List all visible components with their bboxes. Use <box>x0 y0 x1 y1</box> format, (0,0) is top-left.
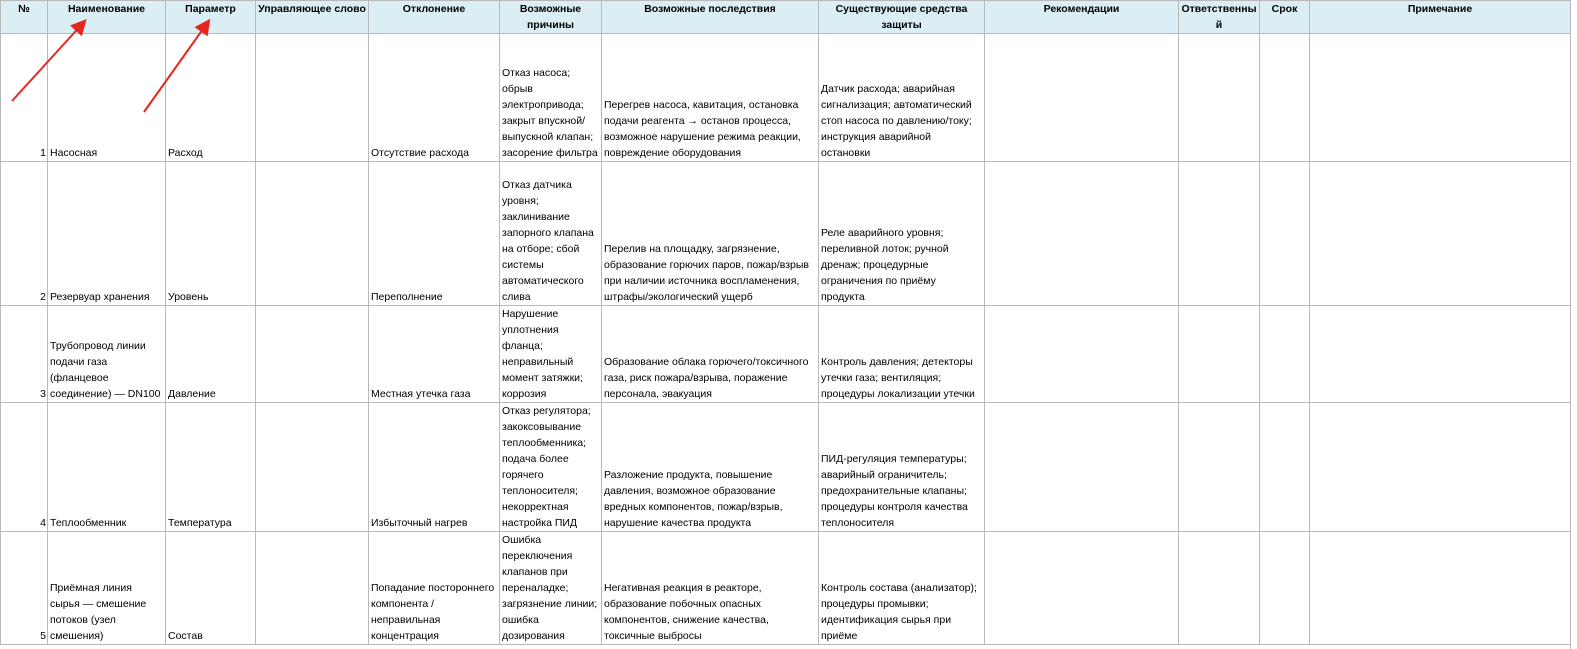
cell-causes[interactable]: Ошибка переключения клапанов при переналадке; загрязнение линии; ошибка дозирования <box>500 532 602 645</box>
header-word[interactable]: Управляющее слово <box>256 1 369 34</box>
cell-protection[interactable]: Датчик расхода; аварийная сигнализация; автоматический стоп насоса по давлению/току; инструкция аварийной остановки <box>819 34 985 162</box>
cell-param[interactable]: Давление <box>166 306 256 403</box>
cell-note[interactable] <box>1310 162 1571 306</box>
cell-name[interactable]: Насосная <box>48 34 166 162</box>
cell-deviation[interactable]: Переполнение <box>369 162 500 306</box>
header-recommendations[interactable]: Рекомендации <box>985 1 1179 34</box>
table-row <box>1 306 1571 403</box>
cell-param[interactable]: Состав <box>166 532 256 645</box>
cell-term[interactable] <box>1260 403 1310 532</box>
cell-responsible[interactable] <box>1179 306 1260 403</box>
cell-term[interactable] <box>1260 532 1310 645</box>
header-causes[interactable]: Возможные причины <box>500 1 602 34</box>
header-row <box>1 1 1571 34</box>
cell-protection[interactable]: Реле аварийного уровня; переливной лоток; ручной дренаж; процедурные ограничения по приёму продукта <box>819 162 985 306</box>
cell-name[interactable]: Теплообменник <box>48 403 166 532</box>
cell-num[interactable]: 4 <box>1 403 48 532</box>
cell-note[interactable] <box>1310 306 1571 403</box>
cell-protection[interactable]: ПИД-регуляция температуры; аварийный ограничитель; предохранительные клапаны; процедуры контроля качества теплоносителя <box>819 403 985 532</box>
cell-param[interactable]: Расход <box>166 34 256 162</box>
cell-responsible[interactable] <box>1179 34 1260 162</box>
cell-name[interactable]: Трубопровод линии подачи газа (фланцевое соединение) — DN100 <box>48 306 166 403</box>
cell-causes[interactable]: Нарушение уплотнения фланца; неправильный момент затяжки; коррозия <box>500 306 602 403</box>
header-term[interactable]: Срок <box>1260 1 1310 34</box>
table-row <box>1 403 1571 532</box>
cell-causes[interactable]: Отказ насоса; обрыв электропривода; закрыт впускной/выпускной клапан; засорение фильтра <box>500 34 602 162</box>
cell-deviation[interactable]: Местная утечка газа <box>369 306 500 403</box>
cell-protection[interactable]: Контроль давления; детекторы утечки газа; вентиляция; процедуры локализации утечки <box>819 306 985 403</box>
cell-word[interactable] <box>256 403 369 532</box>
cell-name[interactable]: Приёмная линия сырья — смешение потоков (узел смешения) <box>48 532 166 645</box>
cell-consequences[interactable]: Негативная реакция в реакторе, образование побочных опасных компонентов, снижение качества, токсичные выбросы <box>602 532 819 645</box>
cell-responsible[interactable] <box>1179 162 1260 306</box>
header-deviation[interactable]: Отклонение <box>369 1 500 34</box>
table-row <box>1 34 1571 162</box>
cell-word[interactable] <box>256 306 369 403</box>
cell-term[interactable] <box>1260 306 1310 403</box>
cell-responsible[interactable] <box>1179 532 1260 645</box>
cell-recommendations[interactable] <box>985 532 1179 645</box>
header-responsible[interactable]: Ответственный <box>1179 1 1260 34</box>
sheet-edge <box>1570 0 1577 649</box>
cell-deviation[interactable]: Отсутствие расхода <box>369 34 500 162</box>
cell-deviation[interactable]: Попадание постороннего компонента / неправильная концентрация <box>369 532 500 645</box>
cell-word[interactable] <box>256 532 369 645</box>
header-consequences[interactable]: Возможные последствия <box>602 1 819 34</box>
header-note[interactable]: Примечание <box>1310 1 1571 34</box>
cell-num[interactable]: 5 <box>1 532 48 645</box>
cell-num[interactable]: 3 <box>1 306 48 403</box>
cell-causes[interactable]: Отказ датчика уровня; заклинивание запорного клапана на отборе; сбой системы автоматического слива <box>500 162 602 306</box>
cell-param[interactable]: Температура <box>166 403 256 532</box>
cell-word[interactable] <box>256 162 369 306</box>
cell-recommendations[interactable] <box>985 306 1179 403</box>
header-name[interactable]: Наименование <box>48 1 166 34</box>
cell-param[interactable]: Уровень <box>166 162 256 306</box>
cell-consequences[interactable]: Перелив на площадку, загрязнение, образование горючих паров, пожар/взрыв при наличии источника воспламенения, штрафы/экологический ущерб <box>602 162 819 306</box>
cell-term[interactable] <box>1260 34 1310 162</box>
cell-consequences[interactable]: Перегрев насоса, кавитация, остановка подачи реагента → останов процесса, возможное нарушение режима реакции, повреждение оборудования <box>602 34 819 162</box>
cell-consequences[interactable]: Образование облака горючего/токсичного газа, риск пожара/взрыва, поражение персонала, эвакуация <box>602 306 819 403</box>
header-num[interactable]: № <box>1 1 48 34</box>
cell-protection[interactable]: Контроль состава (анализатор); процедуры промывки; идентификация сырья при приёме <box>819 532 985 645</box>
cell-deviation[interactable]: Избыточный нагрев <box>369 403 500 532</box>
header-param[interactable]: Параметр <box>166 1 256 34</box>
cell-consequences[interactable]: Разложение продукта, повышение давления, возможное образование вредных компонентов, пожар/взрыв, нарушение качества продукта <box>602 403 819 532</box>
cell-recommendations[interactable] <box>985 403 1179 532</box>
cell-causes[interactable]: Отказ регулятора; закоксовывание теплообменника; подача более горячего теплоносителя; некорректная настройка ПИД <box>500 403 602 532</box>
cell-word[interactable] <box>256 34 369 162</box>
cell-responsible[interactable] <box>1179 403 1260 532</box>
header-protection[interactable]: Существующие средства защиты <box>819 1 985 34</box>
cell-num[interactable]: 1 <box>1 34 48 162</box>
cell-note[interactable] <box>1310 34 1571 162</box>
cell-note[interactable] <box>1310 403 1571 532</box>
cell-recommendations[interactable] <box>985 162 1179 306</box>
table-row <box>1 162 1571 306</box>
cell-name[interactable]: Резервуар хранения <box>48 162 166 306</box>
cell-note[interactable] <box>1310 532 1571 645</box>
cell-recommendations[interactable] <box>985 34 1179 162</box>
table-row <box>1 532 1571 645</box>
cell-num[interactable]: 2 <box>1 162 48 306</box>
cell-term[interactable] <box>1260 162 1310 306</box>
